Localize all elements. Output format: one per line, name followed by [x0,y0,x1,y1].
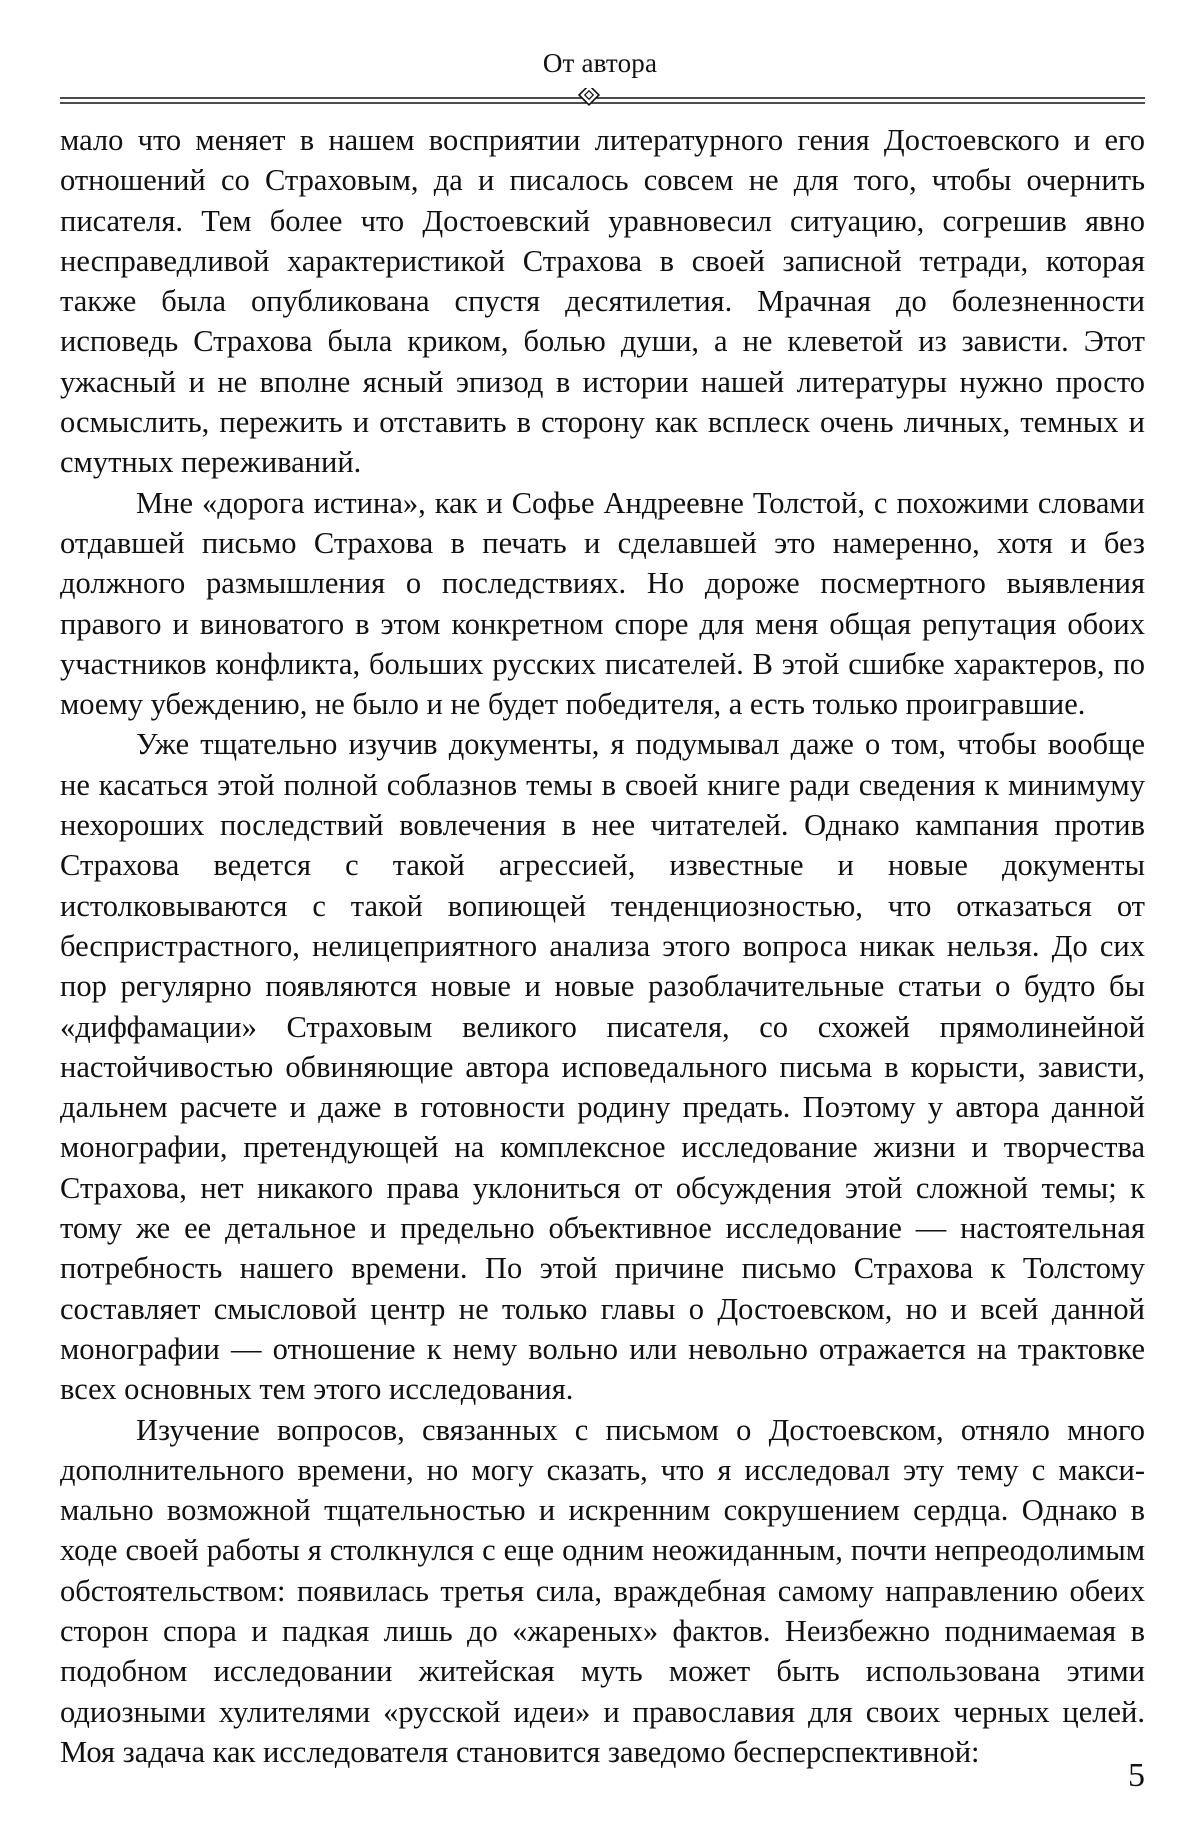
page-number: 5 [1128,1757,1145,1794]
paragraph: Мне «дорога истина», как и Софье Андреевне Толстой, с похожими словами отдавшей письмо Страхова в печать и сделавшей это намеренно, хотя и без должного размышления о последствиях. Но дороже посмертного выявления правого и виноватого в этом конкретном споре для меня общая репутация обоих участников конфликта, больших русских писателей. В этой сшибке характеров, по моему убеждению, не было и не будет победителя, а есть только проигравшие. [60,485,1145,722]
paragraph: Уже тщательно изучив документы, я подумывал даже о том, чтобы вообще не касаться этой полной соблазнов темы в своей книге ради сведения к минимуму нехороших последствий вовлечения в нее читателей. Однако кампания против Страхова ведется с такой агрессией, известные и новые документы истолковываются с такой вопиющей тенденциозностью, что отказаться от беспристрастного, нелицеприятного анализа этого вопроса никак нельзя. До сих пор регулярно появляются новые и новые разоблачительные статьи о будто бы «диффамации» Страховым великого писателя, со схожей прямолинейной настойчивостью обвиняющие автора исповедального письма в корысти, зависти, дальнем расчете и даже в готовности родину предать. Поэтому у автора данной монографии, претендующей на комплексное исследование жизни и творчества Страхова, нет никакого права уклониться от обсуждения этой сложной темы; к тому же ее детальное и предельно объективное исследование — настоятельная потребность нашего времени. По этой причине письмо Страхова к Толстому составляет смысловой центр не только главы о Достоевском, но и всей данной монографии — отношение к нему вольно или невольно отражается на трактовке всех основных тем этого исследования. [60,727,1145,1407]
running-head: От автора [542,48,658,78]
body-text [60,120,1145,1772]
ornamental-rule [60,88,1145,118]
paragraph-continued: мало что меняет в нашем восприятии литературного гения Достоевского и его отношений со Страховым, да и писалось совсем не для того, чтобы очернить писателя. Тем более что Достоевский уравновесил ситуацию, согрешив явно несправедливой характеристикой Страхова в своей записной тетради, которая также была опубликована спустя десятилетия. Мрачная до болезненности исповедь Страхова была криком, болью души, а не клеветой из зависти. Этот ужасный и не вполне ясный эпизод в истории нашей литературы нужно просто осмыслить, пережить и отставить в сторону как всплеск очень личных, темных и смутных переживаний. [60,123,1145,480]
paragraph: Изучение вопросов, связанных с письмом о Достоевском, отняло много дополнительного времени, но могу сказать, что я исследовал эту тему с максимально возможной тщательностью и искренним сокрушением сердца. Однако в ходе своей работы я столкнулся с еще одним неожиданным, почти непреодолимым обстоятельством: появилась третья сила, враждебная самому направлению обеих сторон спора и падкая лишь до «жареных» фактов. Неизбежно поднимаемая в подобном исследовании житейская муть может быть использована этими одиозными хулителями «русской идеи» и православия для своих черных целей. Моя задача как исследователя становится заведомо бесперспективной: [60,1412,1145,1769]
